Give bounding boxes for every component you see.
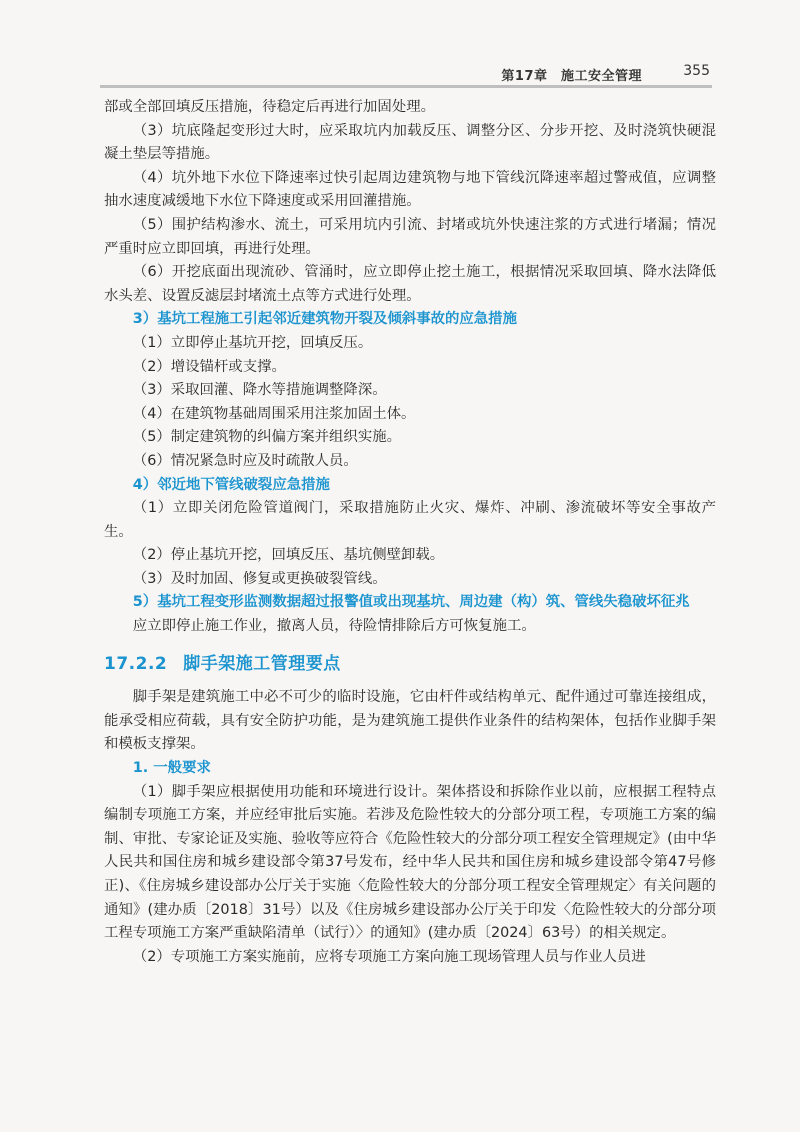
chapter-title: 第17章 施工安全管理 <box>501 69 642 84</box>
paragraph: （4）在建筑物基础周围采用注浆加固土体。 <box>132 405 416 422</box>
section-number: 17.2.2 <box>104 653 168 674</box>
paragraph: （6）开挖底面出现流砂、管涌时，应立即停止挖土施工，根据情况采取回填、降水法降低水头差、设置反滤层封堵流土点等方式进行处理。 <box>104 264 716 304</box>
paragraph: （1）立即停止基坑开挖，回填反压。 <box>132 334 373 351</box>
paragraph: （3）采取回灌、降水等措施调整降深。 <box>132 382 387 399</box>
page-number: 355 <box>683 63 710 79</box>
paragraph: （6）情况紧急时应及时疏散人员。 <box>132 452 358 469</box>
paragraph: （3）坑底隆起变形过大时，应采取坑内加载反压、调整分区、分步开挖、及时浇筑快硬混凝土垫层等措施。 <box>104 122 716 163</box>
paragraph: （5）制定建筑物的纠偏方案并组织实施。 <box>132 429 401 446</box>
paragraph: （5）围护结构渗水、流土，可采用坑内引流、封堵或坑外快速注浆的方式进行堵漏；情况严重时应立即回填，再进行处理。 <box>104 216 716 257</box>
section-title: 脚手架施工管理要点 <box>183 653 341 674</box>
paragraph: 应立即停止施工作业，撤离人员，待险情排除后方可恢复施工。 <box>132 618 536 635</box>
section-heading <box>104 653 716 677</box>
header-rule <box>100 85 712 88</box>
paragraph: 脚手架是建筑施工中必不可少的临时设施，它由杆件或结构单元、配件通过可靠连接组成，能承受相应荷载，具有安全防护功能，是为建筑施工提供作业条件的结构架体，包括作业脚手架和模板支撑架。 <box>104 689 716 753</box>
paragraph: （2）专项施工方案实施前，应将专项施工方案向施工现场管理人员与作业人员进 <box>132 948 646 965</box>
page-body <box>104 96 716 969</box>
page-header <box>100 62 710 84</box>
paragraph: （2）停止基坑开挖，回填反压、基坑侧壁卸载。 <box>132 547 445 564</box>
subheading: 3）基坑工程施工引起邻近建筑物开裂及倾斜事故的应急措施 <box>132 311 517 328</box>
paragraph: （2）增设锚杆或支撑。 <box>132 358 286 375</box>
subheading: 5）基坑工程变形监测数据超过报警值或出现基坑、周边建（构）筑、管线失稳破坏征兆 <box>132 594 690 611</box>
subheading: 1. 一般要求 <box>132 760 211 777</box>
paragraph: （4）坑外地下水位下降速率过快引起周边建筑物与地下管线沉降速率超过警戒值，应调整抽水速度减缓地下水位下降速度或采用回灌措施。 <box>104 169 716 210</box>
paragraph: （1）立即关闭危险管道阀门，采取措施防止火灾、爆炸、冲刷、渗流破坏等安全事故产生。 <box>104 500 716 540</box>
paragraph: （1）脚手架应根据使用功能和环境进行设计。架体搭设和拆除作业以前，应根据工程特点编制专项施工方案，并应经审批后实施。若涉及危险性较大的分部分项工程，专项施工方案的编制、审批、专家论证及实施、验收等应符合《危险性较大的分部分项工程安全管理规定》(由中华人民共和国住房和城乡建设部令第37号发布，经中华人民共和国住房和城乡建设部令第47号修正)、《住房城乡建设部办公厅关于实施〈危险性较大的分部分项工程安全管理规定〉有关问题的通知》(建办质〔2018〕31号）以及《住房城乡建设部办公厅关于印发〈危险性较大的分部分项工程专项施工方案严重缺陷清单（试行）〉的通知》(建办质〔2024〕63号）的相关规定。 <box>104 783 716 942</box>
paragraph: 部或全部回填反压措施，待稳定后再进行加固处理。 <box>104 99 435 115</box>
subheading: 4）邻近地下管线破裂应急措施 <box>132 476 330 493</box>
paragraph: （3）及时加固、修复或更换破裂管线。 <box>132 570 387 587</box>
